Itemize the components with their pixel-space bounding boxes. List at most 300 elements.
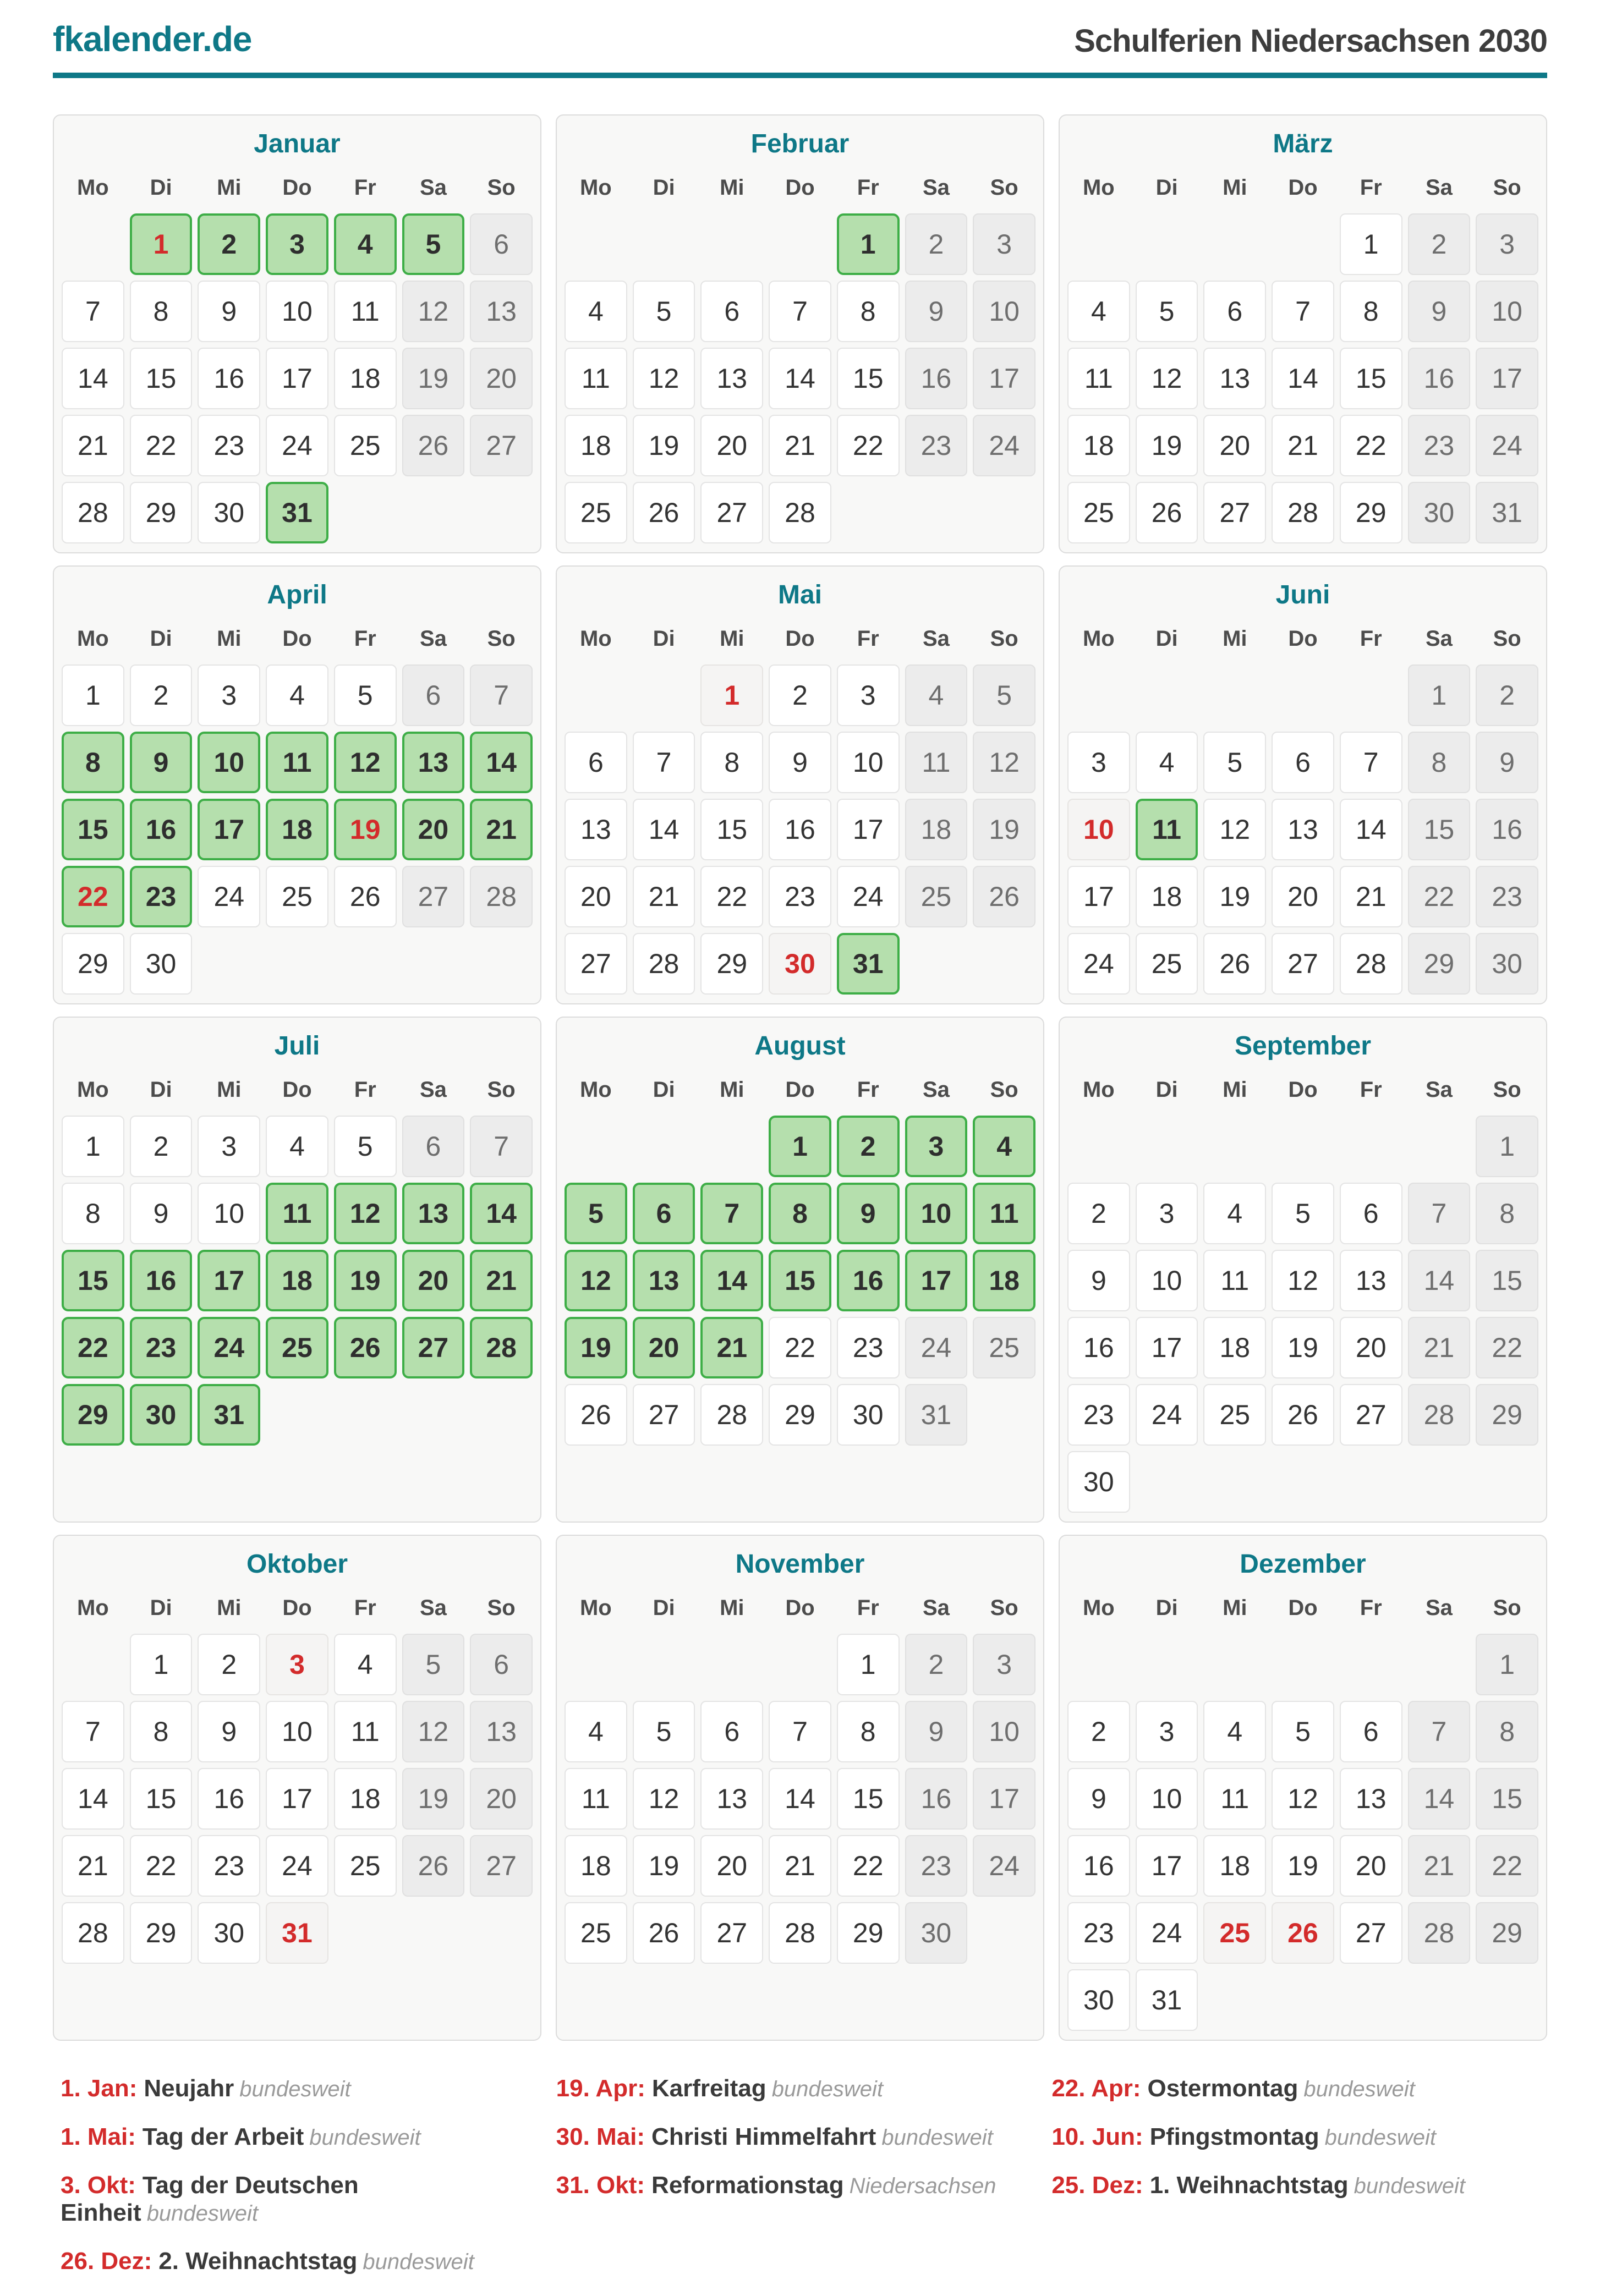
day-grid [62, 1634, 533, 1964]
day-cell: 23 [1067, 1384, 1130, 1446]
legend-item [1051, 2075, 1547, 2102]
day-cell: 16 [130, 799, 193, 860]
legend-holiday-name: Ostermontag [1147, 2075, 1298, 2102]
weekday-label: Fr [354, 175, 376, 200]
day-cell: 9 [1067, 1250, 1130, 1311]
day-cell: 28 [1408, 1902, 1471, 1964]
legend-column [556, 2075, 1052, 2296]
day-cell: 23 [1408, 415, 1471, 476]
day-cell: 9 [1408, 281, 1471, 342]
day-cell: 20 [700, 1835, 763, 1897]
day-cell: 13 [402, 732, 465, 793]
day-cell: 21 [1340, 866, 1402, 927]
legend-item [61, 2172, 556, 2227]
day-cell: 7 [769, 281, 831, 342]
empty-cell [1476, 1451, 1538, 1513]
day-cell: 31 [1136, 1969, 1198, 2031]
legend-holiday-name: Reformationstag [651, 2172, 844, 2199]
legend-date: 25. Dez: [1051, 2172, 1143, 2199]
day-cell: 4 [973, 1116, 1035, 1177]
day-cell: 7 [633, 732, 695, 793]
day-cell: 25 [565, 482, 627, 543]
day-cell: 31 [266, 1902, 328, 1964]
month-title: März [1273, 129, 1333, 158]
day-cell: 11 [266, 1183, 328, 1244]
weekday-label: Do [1288, 627, 1318, 651]
month-title: Januar [254, 129, 341, 158]
empty-cell [905, 482, 968, 543]
day-cell: 23 [905, 1835, 968, 1897]
weekday-label: Mi [1223, 1596, 1247, 1620]
empty-cell [1340, 1451, 1402, 1513]
day-cell: 16 [198, 1768, 260, 1830]
day-cell: 11 [334, 1701, 397, 1762]
weekday-label: Fr [857, 175, 879, 200]
day-cell: 1 [837, 1634, 900, 1695]
day-cell: 11 [1203, 1768, 1266, 1830]
day-cell: 8 [130, 1701, 193, 1762]
day-cell: 6 [565, 732, 627, 793]
day-cell: 21 [769, 415, 831, 476]
day-cell: 18 [905, 799, 968, 860]
day-cell: 10 [905, 1183, 968, 1244]
empty-cell [334, 933, 397, 995]
weekday-label: Di [653, 1596, 675, 1620]
day-cell: 29 [62, 933, 124, 995]
weekday-label: Do [1288, 175, 1318, 200]
day-cell: 6 [402, 1116, 465, 1177]
legend-item [556, 2123, 1052, 2151]
day-cell: 19 [1136, 415, 1198, 476]
day-cell: 17 [905, 1250, 968, 1311]
day-cell: 22 [700, 866, 763, 927]
month-panel-dezember [1059, 1535, 1547, 2041]
day-cell: 23 [198, 1835, 260, 1897]
day-grid [62, 1116, 533, 1446]
day-cell: 1 [837, 213, 900, 275]
day-cell: 6 [470, 1634, 533, 1695]
day-cell: 29 [1476, 1902, 1538, 1964]
day-cell: 24 [1136, 1384, 1198, 1446]
day-cell: 27 [565, 933, 627, 995]
day-grid [565, 213, 1035, 543]
weekday-label: Mi [720, 1078, 744, 1102]
day-cell: 31 [198, 1384, 260, 1446]
day-cell: 18 [1203, 1835, 1266, 1897]
day-cell: 17 [266, 348, 328, 409]
day-cell: 19 [402, 1768, 465, 1830]
site-logo[interactable]: fkalender.de [53, 19, 252, 59]
day-cell: 25 [266, 1317, 328, 1378]
day-cell: 15 [1408, 799, 1471, 860]
empty-cell [1408, 1451, 1471, 1513]
day-cell: 2 [1067, 1701, 1130, 1762]
day-cell: 22 [837, 1835, 900, 1897]
month-panel-februar [556, 114, 1044, 553]
day-cell: 24 [266, 415, 328, 476]
weekday-label: Sa [1425, 627, 1453, 651]
day-cell: 9 [769, 732, 831, 793]
day-cell: 4 [334, 213, 397, 275]
day-cell: 11 [1136, 799, 1198, 860]
empty-cell [633, 213, 695, 275]
weekday-label: Sa [1425, 1078, 1453, 1102]
day-cell: 21 [470, 1250, 533, 1311]
month-panel-august [556, 1017, 1044, 1523]
day-cell: 7 [1408, 1183, 1471, 1244]
day-cell: 7 [470, 1116, 533, 1177]
legend-date: 1. Jan: [61, 2075, 138, 2102]
day-cell: 8 [837, 281, 900, 342]
weekday-label: Mo [579, 627, 612, 651]
day-cell: 26 [334, 1317, 397, 1378]
day-cell: 6 [470, 213, 533, 275]
day-cell: 2 [905, 1634, 968, 1695]
day-cell: 17 [837, 799, 900, 860]
day-cell: 9 [905, 281, 968, 342]
weekday-label: So [487, 1596, 516, 1620]
day-cell: 12 [565, 1250, 627, 1311]
weekday-label: Do [282, 627, 312, 651]
weekday-label: Fr [1360, 1596, 1382, 1620]
weekday-label: So [1493, 627, 1521, 651]
day-cell: 4 [266, 664, 328, 726]
day-cell: 1 [62, 664, 124, 726]
day-cell: 28 [470, 1317, 533, 1378]
day-cell: 13 [700, 348, 763, 409]
day-cell: 22 [837, 415, 900, 476]
weekday-label: Mo [579, 1596, 612, 1620]
weekday-label: Di [653, 1078, 675, 1102]
day-cell: 3 [198, 1116, 260, 1177]
day-cell: 14 [470, 732, 533, 793]
day-cell: 8 [1476, 1701, 1538, 1762]
day-cell: 17 [1476, 348, 1538, 409]
day-cell: 26 [1272, 1902, 1334, 1964]
month-title: Juni [1275, 580, 1330, 609]
day-cell: 1 [130, 1634, 193, 1695]
day-cell: 13 [402, 1183, 465, 1244]
day-cell: 9 [198, 281, 260, 342]
weekday-label: Di [1155, 1596, 1178, 1620]
weekday-header-row [62, 1594, 533, 1626]
day-cell: 23 [1476, 866, 1538, 927]
day-cell: 25 [1203, 1902, 1266, 1964]
day-cell: 25 [266, 866, 328, 927]
month-title: Oktober [246, 1550, 348, 1579]
day-cell: 5 [973, 664, 1035, 726]
month-title: April [267, 580, 327, 609]
day-cell: 19 [334, 799, 397, 860]
day-cell: 31 [1476, 482, 1538, 543]
day-cell: 26 [402, 1835, 465, 1897]
day-cell: 16 [1476, 799, 1538, 860]
day-cell: 26 [334, 866, 397, 927]
day-cell: 17 [1136, 1317, 1198, 1378]
month-panel-mai [556, 565, 1044, 1004]
weekday-label: Do [282, 175, 312, 200]
day-cell: 23 [130, 1317, 193, 1378]
empty-cell [973, 482, 1035, 543]
day-cell: 16 [198, 348, 260, 409]
day-cell: 2 [1067, 1183, 1130, 1244]
empty-cell [1272, 664, 1334, 726]
day-cell: 11 [1067, 348, 1130, 409]
day-cell: 12 [1272, 1768, 1334, 1830]
day-cell: 7 [769, 1701, 831, 1762]
day-cell: 16 [1067, 1835, 1130, 1897]
day-cell: 9 [1067, 1768, 1130, 1830]
day-grid [1067, 664, 1538, 995]
weekday-label: Mo [1082, 1596, 1115, 1620]
day-cell: 3 [837, 664, 900, 726]
page-header [53, 19, 1547, 78]
day-cell: 27 [1272, 933, 1334, 995]
day-cell: 11 [973, 1183, 1035, 1244]
day-cell: 5 [1272, 1183, 1334, 1244]
legend-item [61, 2075, 556, 2102]
weekday-label: Sa [1425, 175, 1453, 200]
day-cell: 6 [1272, 732, 1334, 793]
weekday-header-row [565, 173, 1035, 206]
empty-cell [1272, 1116, 1334, 1177]
day-cell: 17 [198, 799, 260, 860]
empty-cell [1136, 1634, 1198, 1695]
empty-cell [1136, 664, 1198, 726]
day-cell: 16 [837, 1250, 900, 1311]
day-cell: 2 [769, 664, 831, 726]
day-cell: 20 [1340, 1317, 1402, 1378]
day-cell: 14 [1340, 799, 1402, 860]
day-cell: 3 [905, 1116, 968, 1177]
day-cell: 7 [470, 664, 533, 726]
day-cell: 13 [470, 1701, 533, 1762]
day-cell: 20 [470, 1768, 533, 1830]
empty-cell [1340, 1116, 1402, 1177]
weekday-label: Mo [1082, 627, 1115, 651]
day-cell: 28 [700, 1384, 763, 1446]
weekday-label: Di [150, 627, 172, 651]
month-title: August [754, 1031, 846, 1061]
month-title: Juli [274, 1031, 320, 1061]
weekday-label: Mo [579, 1078, 612, 1102]
weekday-label: Mi [217, 175, 242, 200]
day-cell: 28 [769, 482, 831, 543]
empty-cell [633, 1634, 695, 1695]
day-cell: 21 [633, 866, 695, 927]
legend-region: bundesweit [771, 2077, 884, 2101]
day-cell: 27 [1203, 482, 1266, 543]
day-cell: 2 [198, 213, 260, 275]
empty-cell [1203, 1634, 1266, 1695]
day-cell: 9 [1476, 732, 1538, 793]
day-cell: 20 [1340, 1835, 1402, 1897]
day-cell: 15 [1476, 1768, 1538, 1830]
month-title: Mai [777, 580, 822, 609]
weekday-label: Di [653, 175, 675, 200]
weekday-header-row [565, 624, 1035, 657]
legend-holiday-name: Tag der Deutschen Einheit [61, 2172, 359, 2226]
day-cell: 24 [973, 1835, 1035, 1897]
day-cell: 21 [1272, 415, 1334, 476]
day-cell: 18 [334, 1768, 397, 1830]
day-grid [62, 664, 533, 995]
day-cell: 29 [62, 1384, 124, 1446]
day-cell: 23 [198, 415, 260, 476]
day-cell: 20 [470, 348, 533, 409]
day-cell: 10 [1136, 1768, 1198, 1830]
day-cell: 2 [130, 1116, 193, 1177]
empty-cell [334, 1384, 397, 1446]
day-cell: 4 [266, 1116, 328, 1177]
day-cell: 12 [334, 732, 397, 793]
day-grid [565, 664, 1035, 995]
weekday-header-row [1067, 624, 1538, 657]
day-cell: 20 [633, 1317, 695, 1378]
day-cell: 14 [1408, 1768, 1471, 1830]
day-cell: 29 [700, 933, 763, 995]
weekday-label: Do [282, 1596, 312, 1620]
weekday-label: Mo [76, 627, 109, 651]
legend-holiday-name: Christi Himmelfahrt [651, 2123, 876, 2150]
day-cell: 14 [470, 1183, 533, 1244]
day-cell: 6 [1203, 281, 1266, 342]
empty-cell [1408, 1634, 1471, 1695]
day-cell: 18 [1067, 415, 1130, 476]
weekday-label: Do [1288, 1596, 1318, 1620]
legend-region: bundesweit [1303, 2077, 1415, 2101]
legend-item [556, 2075, 1052, 2102]
day-cell: 3 [1136, 1701, 1198, 1762]
day-cell: 5 [633, 281, 695, 342]
day-cell: 20 [565, 866, 627, 927]
day-cell: 16 [1408, 348, 1471, 409]
day-cell: 1 [1476, 1634, 1538, 1695]
day-cell: 14 [769, 1768, 831, 1830]
legend-region: bundesweit [309, 2125, 421, 2150]
weekday-label: Fr [1360, 1078, 1382, 1102]
day-cell: 3 [198, 664, 260, 726]
weekday-label: Di [1155, 627, 1178, 651]
day-grid [1067, 1634, 1538, 2031]
empty-cell [633, 664, 695, 726]
day-cell: 2 [1408, 213, 1471, 275]
day-cell: 8 [1476, 1183, 1538, 1244]
legend-date: 30. Mai: [556, 2123, 645, 2150]
day-grid [62, 213, 533, 543]
empty-cell [837, 482, 900, 543]
day-cell: 4 [1067, 281, 1130, 342]
day-cell: 24 [1067, 933, 1130, 995]
weekday-label: So [1493, 175, 1521, 200]
day-cell: 8 [769, 1183, 831, 1244]
day-cell: 31 [266, 482, 328, 543]
weekday-label: So [487, 175, 516, 200]
weekday-label: Sa [922, 627, 950, 651]
day-cell: 15 [1340, 348, 1402, 409]
day-cell: 29 [1340, 482, 1402, 543]
day-cell: 16 [905, 348, 968, 409]
legend-item [556, 2172, 1052, 2199]
day-cell: 17 [1136, 1835, 1198, 1897]
day-cell: 31 [837, 933, 900, 995]
empty-cell [62, 213, 124, 275]
empty-cell [1272, 1451, 1334, 1513]
legend-region: bundesweit [881, 2125, 993, 2150]
day-cell: 24 [837, 866, 900, 927]
day-cell: 12 [402, 1701, 465, 1762]
day-cell: 30 [905, 1902, 968, 1964]
weekday-label: Mi [720, 1596, 744, 1620]
day-cell: 25 [1067, 482, 1130, 543]
legend-item [61, 2123, 556, 2151]
day-cell: 14 [62, 348, 124, 409]
day-cell: 22 [1476, 1835, 1538, 1897]
empty-cell [470, 482, 533, 543]
day-cell: 25 [905, 866, 968, 927]
month-title: November [735, 1550, 865, 1579]
day-cell: 23 [769, 866, 831, 927]
day-cell: 27 [700, 482, 763, 543]
day-cell: 18 [565, 415, 627, 476]
empty-cell [1476, 1969, 1538, 2031]
day-cell: 21 [470, 799, 533, 860]
weekday-label: Mi [720, 627, 744, 651]
day-cell: 1 [1340, 213, 1402, 275]
weekday-label: Mi [217, 1596, 242, 1620]
day-cell: 14 [769, 348, 831, 409]
weekday-label: So [487, 1078, 516, 1102]
day-cell: 18 [266, 799, 328, 860]
legend-holiday-name: Neujahr [144, 2075, 234, 2102]
day-cell: 21 [1408, 1835, 1471, 1897]
weekday-label: Mi [1223, 1078, 1247, 1102]
day-cell: 27 [402, 866, 465, 927]
empty-cell [633, 1116, 695, 1177]
day-cell: 14 [633, 799, 695, 860]
day-cell: 10 [837, 732, 900, 793]
weekday-label: So [990, 175, 1018, 200]
day-cell: 26 [633, 1902, 695, 1964]
month-panel-november [556, 1535, 1044, 2041]
weekday-header-row [1067, 1075, 1538, 1108]
empty-cell [266, 1384, 328, 1446]
day-cell: 10 [198, 1183, 260, 1244]
day-cell: 7 [62, 281, 124, 342]
day-cell: 28 [62, 1902, 124, 1964]
day-cell: 17 [198, 1250, 260, 1311]
day-cell: 27 [1340, 1902, 1402, 1964]
day-cell: 27 [470, 1835, 533, 1897]
day-cell: 24 [1136, 1902, 1198, 1964]
day-cell: 4 [905, 664, 968, 726]
day-cell: 27 [402, 1317, 465, 1378]
month-title: September [1234, 1031, 1372, 1061]
empty-cell [1203, 1451, 1266, 1513]
month-panel-januar [53, 114, 541, 553]
day-cell: 17 [266, 1768, 328, 1830]
day-cell: 28 [1340, 933, 1402, 995]
weekday-label: Mo [76, 1078, 109, 1102]
weekday-label: Mo [1082, 1078, 1115, 1102]
month-panel-oktober [53, 1535, 541, 2041]
day-cell: 6 [1340, 1701, 1402, 1762]
day-cell: 18 [266, 1250, 328, 1311]
day-cell: 21 [62, 415, 124, 476]
day-cell: 3 [973, 1634, 1035, 1695]
day-cell: 10 [266, 281, 328, 342]
empty-cell [470, 1902, 533, 1964]
